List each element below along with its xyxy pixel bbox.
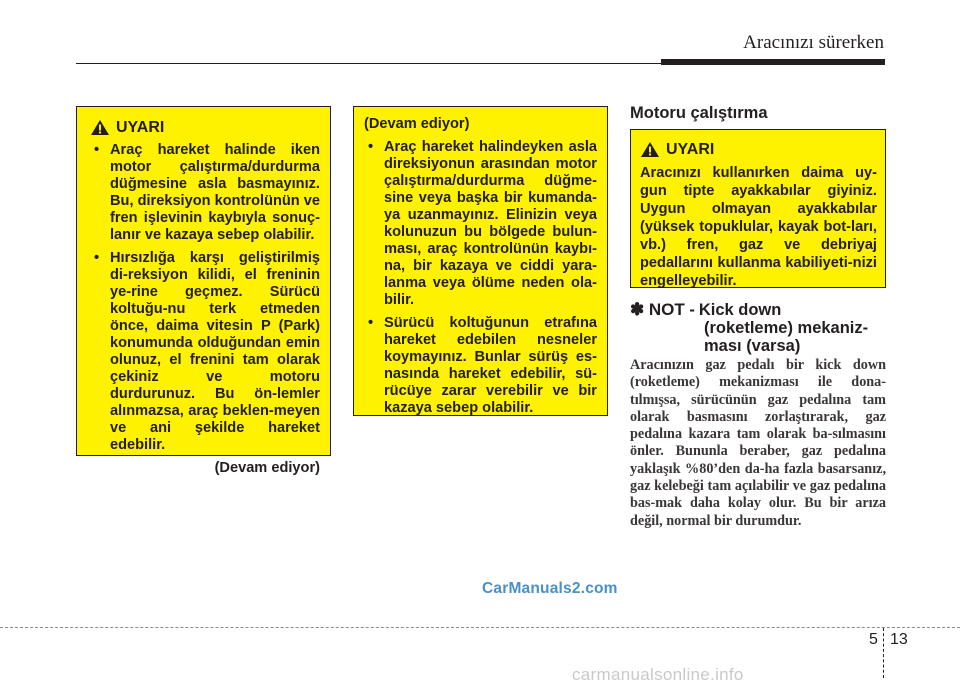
warning-item: • Hırsızlığa karşı geliştirilmiş di-reksiyon kilidi, el freninin ye-rine geçmez. Sürücü koltuğu-nu terk etmeden önce, daima vitesin P (Park) konumunda olduğundan emin olunuz, el frenini tam olarak çekiniz ve motoru durdurunuz. Bu ön-lemler alınmazsa, araç beklen-meyen ve ani şekilde hareket edebilir. xyxy=(90,250,320,454)
warning-heading-label: UYARI xyxy=(666,141,715,158)
page-number-separator xyxy=(883,628,884,678)
warning-list xyxy=(90,142,320,454)
note-star-icon: ✽ xyxy=(630,300,645,319)
warning-triangle-icon xyxy=(640,141,660,158)
section-title: Motoru çalıştırma xyxy=(630,104,768,122)
warning-list xyxy=(364,139,597,417)
note-dash: - xyxy=(689,301,695,319)
warning-item: • Sürücü koltuğunun etrafına hareket edebilen nesneler koymayınız. Bunlar sürüş es-nasında hareket edebilir, sü-rücüye zarar verebilir ve bir kazaya sebep olabilir. xyxy=(364,315,597,417)
watermark-logo: CarManuals2.com xyxy=(482,580,618,597)
chapter-number: 5 xyxy=(869,631,878,648)
warning-heading xyxy=(640,141,877,158)
continued-label: (Devam ediyor) xyxy=(214,460,320,476)
note-label: NOT xyxy=(648,300,685,319)
footer-site-watermark: carmanualsonline.info xyxy=(572,665,744,684)
note-title-line: (roketleme) mekaniz- xyxy=(704,319,869,337)
warning-heading xyxy=(90,119,320,136)
warning-body: Aracınızı kullanırken daima uy-gun tipte ayakkabılar giyiniz. Uygun olmayan ayakkabılar (yüksek topuklular, kayak bot-ları, vb.) fren, gaz ve debriyaj pedallarını kullanma kabiliyeti-nizi engelleyebilir. xyxy=(640,165,877,289)
header-title: Aracınızı sürerken xyxy=(743,32,884,53)
warning-item: • Araç hareket halinde iken motor çalıştırma/durdurma düğmesine asla basmayınız. Bu, direksiyon kontrolünün ve fren işlevinin kaybıyla sonuç-lanır ve kazaya sebep olabilir. xyxy=(90,142,320,244)
footer-divider xyxy=(0,627,960,628)
header-rule xyxy=(76,63,661,64)
note-prefix xyxy=(630,301,695,319)
warning-item: • Araç hareket halindeyken asla direksiyonun arasından motor çalıştırma/durdurma düğme-sine veya başka bir kumanda-ya uzanmayınız. Elinizin veya kolunuzun bu bölgede bulun-ması, araç kontrolünün kaybı-na, bir kazaya ve ciddi yara-lanma veya ölüme neden ola-bilir. xyxy=(364,139,597,309)
continued-label: (Devam ediyor) xyxy=(364,116,470,132)
note-body: Aracınızın gaz pedalı bir kick down (roketleme) mekanizması ile dona-tılmışsa, sürücünün gaz pedalına tam olarak basmasını zorlaştırarak, gaz pedalına kazara tam olarak ba-sılmasını önler. Bununla beraber, gaz pedalına yaklaşık %80’den da-ha fazla basarsanız, gaz kelebeği tam açılabilir ve gaz pedalına bas-mak daha kolay olur. Bu bir arıza değil, normal bir durumdur. xyxy=(630,357,886,529)
warning-box-3 xyxy=(630,129,886,288)
warning-triangle-icon xyxy=(90,119,110,136)
header-rule-accent xyxy=(661,59,885,65)
note-title-line: ması (varsa) xyxy=(704,337,801,355)
page-number: 13 xyxy=(890,631,908,648)
note-heading xyxy=(630,301,886,355)
warning-heading-label: UYARI xyxy=(116,119,165,136)
note-title-line: Kick down xyxy=(698,301,782,319)
warning-box-2 xyxy=(353,106,608,416)
warning-box-1 xyxy=(76,106,331,476)
